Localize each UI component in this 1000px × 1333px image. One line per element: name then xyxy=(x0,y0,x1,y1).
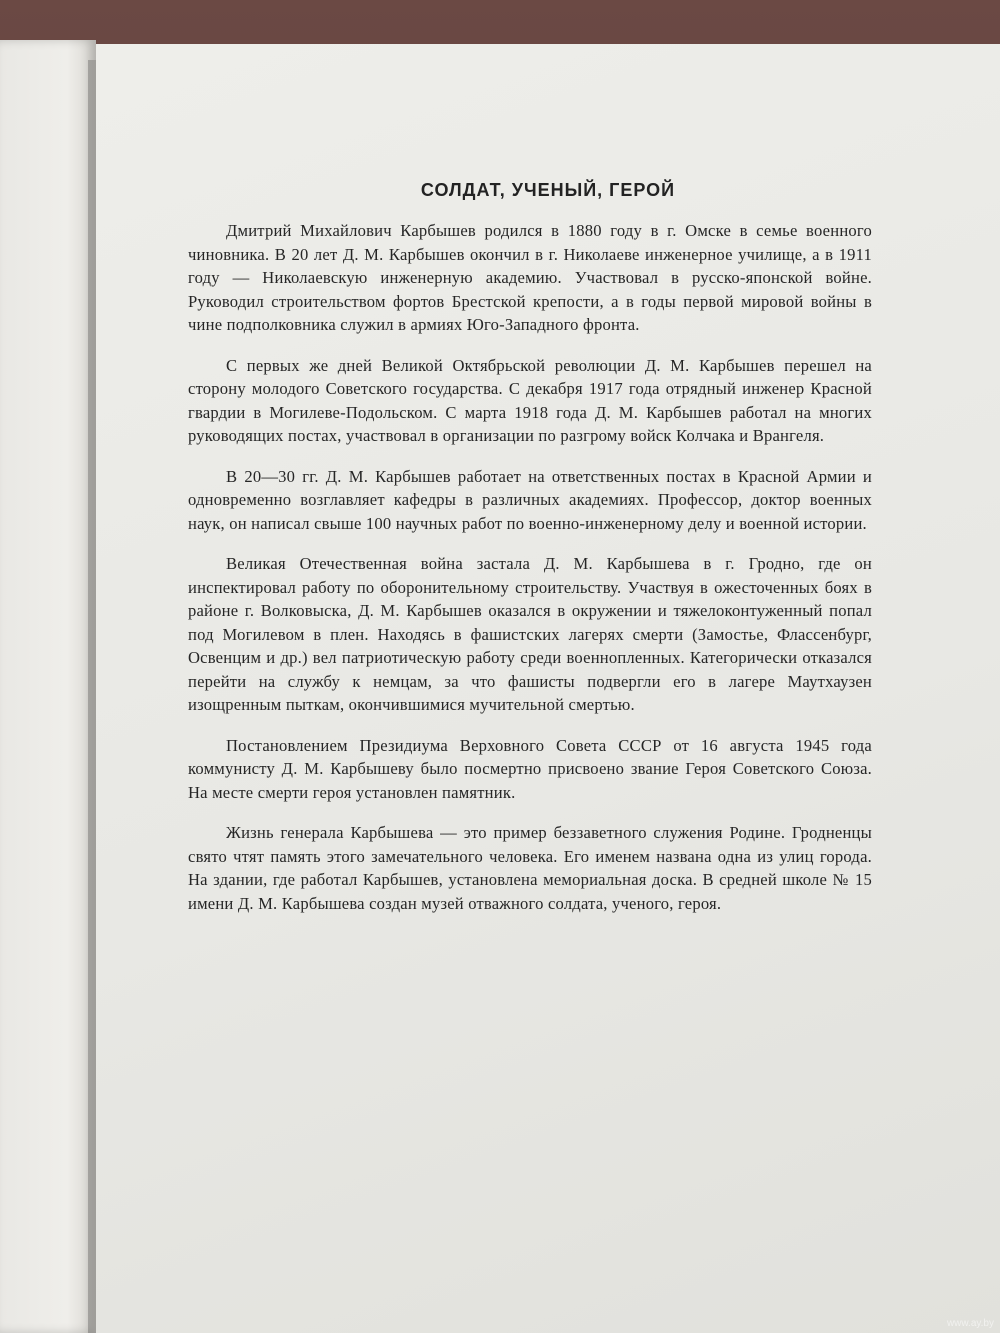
page-title: СОЛДАТ, УЧЕНЫЙ, ГЕРОЙ xyxy=(420,180,676,200)
left-page-edge xyxy=(0,40,96,1333)
paragraph-revolution: С первых же дней Великой Октябрьской революции Д. М. Карбышев перешел на сторону молодого Советского государства. С декабря 1917 года отрядный инженер Красной гвардии в Могилеве-Подольском. С марта 1918 года Д. М. Карбышев работал на многих руководящих постах, участвовал в организации по разгрому войск Колчака и Врангеля. xyxy=(188,355,872,445)
paragraph-biography: Дмитрий Михайлович Карбышев родился в 1880 году в г. Омске в семье военного чиновника. В 20 лет Д. М. Карбышев окончил в г. Николаеве инженерное училище, а в 1911 году — Николаевскую инженерную академию. Участвовал в русско-японской войне. Руководил строительством фортов Брестской крепости, а в годы первой мировой войны в чине подполковника служил в армиях Юго-Западного фронта. xyxy=(188,221,872,334)
paragraph-hero-title: Постановлением Президиума Верховного Совета СССР от 16 августа 1945 года коммунисту Д. М. Карбышеву было посмертно присвоено звание Героя Советского Союза. На месте смерти героя установлен памятник. xyxy=(188,735,872,802)
paragraph-war: Великая Отечественная война застала Д. М. Карбышева в г. Гродно, где он инспектировал работу по оборонительному строительству. Участвуя в ожесточенных боях в районе г. Волковыска, Д. М. Карбышев оказался в окружении и тяжелоконтуженный попал под Могилевом в плен. Находясь в фашистских лагерях смерти (Замостье, Флассенбург, Освенцим и др.) вел патриотическую работу среди военнопленных. Категорически отказался перейти на службу к немцам, за что фашисты подвергли его в лагере Маутхаузен изощренным пыткам, окончившимися мучительной смертью. xyxy=(188,554,872,714)
paragraph-memory: Жизнь генерала Карбышева — это пример беззаветного служения Родине. Гродненцы свято чтят память этого замечательного человека. Его именем названа одна из улиц города. На здании, где работал Карбышев, установлена мемориальная доска. В средней школе № 15 имени Д. М. Карбышева создан музей отважного солдата, ученого, героя. xyxy=(188,823,872,913)
document-body xyxy=(188,180,872,932)
paragraph-academy: В 20—30 гг. Д. М. Карбышев работает на ответственных постах в Красной Армии и одновременно возглавляет кафедры в различных академиях. Профессор, доктор военных наук, он написал свыше 100 научных работ по военно-инженерному делу и военной истории. xyxy=(188,466,872,533)
site-watermark: www.ay.by xyxy=(946,1318,994,1329)
